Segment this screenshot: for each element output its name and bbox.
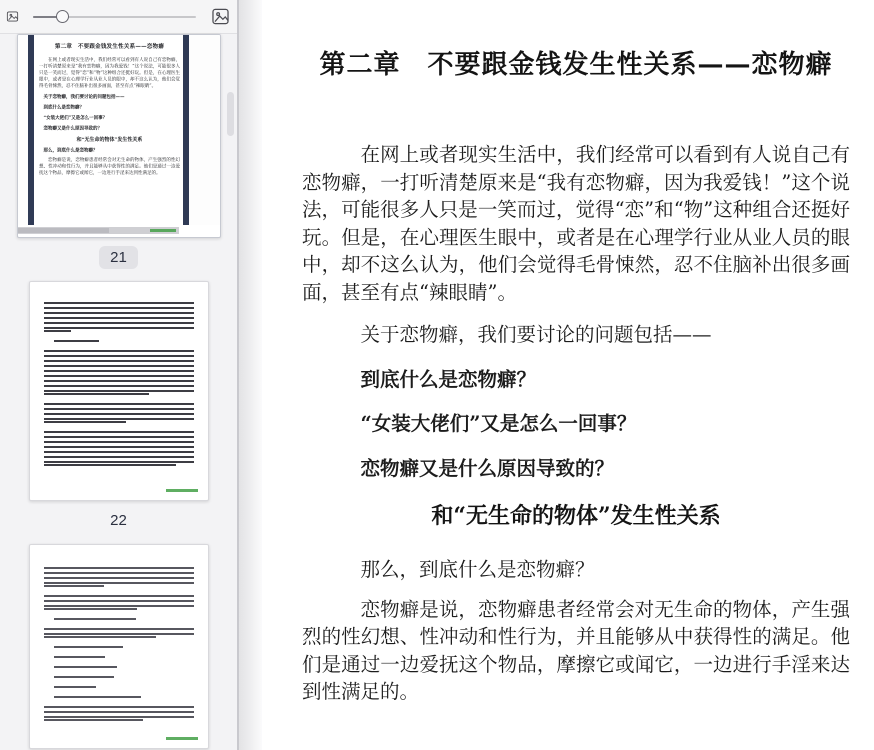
- document-view: [262, 0, 874, 750]
- watermark-text: [150, 229, 176, 232]
- watermark-text: [166, 489, 198, 492]
- section-lead: 那么，到底什么是恋物癖？: [360, 558, 595, 581]
- thumbnail-size-small-icon[interactable]: [6, 10, 19, 23]
- question-3: 恋物癖又是什么原因导致的？: [360, 456, 615, 480]
- thumb-chapter-title: 第二章 不要跟金钱发生性关系——恋物癖: [54, 43, 164, 50]
- thumbnail-text-lines: [44, 567, 194, 721]
- thumbnail-size-slider[interactable]: [33, 10, 196, 24]
- page-thumbnail-22[interactable]: [29, 281, 209, 501]
- sidebar-divider: [237, 0, 262, 750]
- intro-paragraph: 在网上或者现实生活中，我们经常可以看到有人说自己有恋物癖，一打听清楚原来是“我有恋物癖，因为我爱钱！”这个说法，可能很多人只是一笑而过，觉得“恋”和“物”这种组合还挺好玩。但是，在心理医生眼中，或者是在心理学行业从业人员的眼中，却不这么认为，他们会觉得毛骨悚然，忍不住脑补出很多画面，甚至有点“辣眼睛”。: [302, 143, 850, 304]
- chapter-title: 第二章 不要跟金钱发生性关系——恋物癖: [319, 50, 833, 80]
- page-21-preview: 第二章 不要跟金钱发生性关系——恋物癖 在网上或者现实生活中，我们经常可以看到有人说自己有恋物癖，一打听清楚原来是“我有恋物癖，因为我爱钱！”这个说法，可能很多人只是一笑而过，觉得“恋”和“物”这种组合还挺好玩。但是，在心理医生眼中，或者是在心理学行业从业人员的眼中，却不这么认为，他们会觉得毛骨悚然，忍不住脑补出很多画面，甚至有点“辣眼睛”。 关于恋物癖，我们要讨论的问题包括—— 到底什么是恋物癖？ “女装大佬们”又是怎么一回事？ 恋物癖又是什么原因导致的？ 和“无生命的物体”发生性关系 那么，到底什么是恋物癖？ 恋物癖是说，恋物癖患者经常会对无生命的物体，产生强烈的性幻想、性冲动和性行为，并且能够从中获得性的满足。他们是通过一边爱抚这个物品，摩擦它或闻它，一边进行手淫来达到性满足的。: [18, 35, 220, 225]
- page-thumbnail-23[interactable]: [29, 544, 209, 749]
- watermark-text: [166, 737, 198, 740]
- section-title: 和“无生命的物体”发生性关系: [431, 503, 721, 529]
- page-number-21: 21: [99, 246, 138, 269]
- page-number-22: 22: [110, 512, 127, 529]
- question-1: 到底什么是恋物癖？: [360, 367, 537, 391]
- thumbnail-sidebar: [0, 0, 237, 750]
- slider-knob[interactable]: [56, 10, 69, 23]
- thumbnail-size-large-icon[interactable]: [210, 7, 231, 26]
- thumbnail-text-lines: [44, 302, 194, 466]
- sidebar-scrollbar[interactable]: [227, 92, 234, 136]
- page-thumbnail-21[interactable]: [17, 34, 221, 238]
- discussion-lead: 关于恋物癖，我们要讨论的问题包括——: [360, 323, 712, 346]
- definition-paragraph: 恋物癖是说，恋物癖患者经常会对无生命的物体，产生强烈的性幻想、性冲动和性行为，并且能够从中获得性的满足。他们是通过一边爱抚这个物品，摩擦它或闻它，一边进行手淫来达到性满足的。: [302, 597, 850, 703]
- thumbnail-list: [0, 34, 237, 749]
- question-2: “女装大佬们”又是怎么一回事？: [360, 412, 637, 435]
- scan-footer-bar: [18, 227, 179, 234]
- thumbnail-zoom-toolbar: [0, 0, 237, 34]
